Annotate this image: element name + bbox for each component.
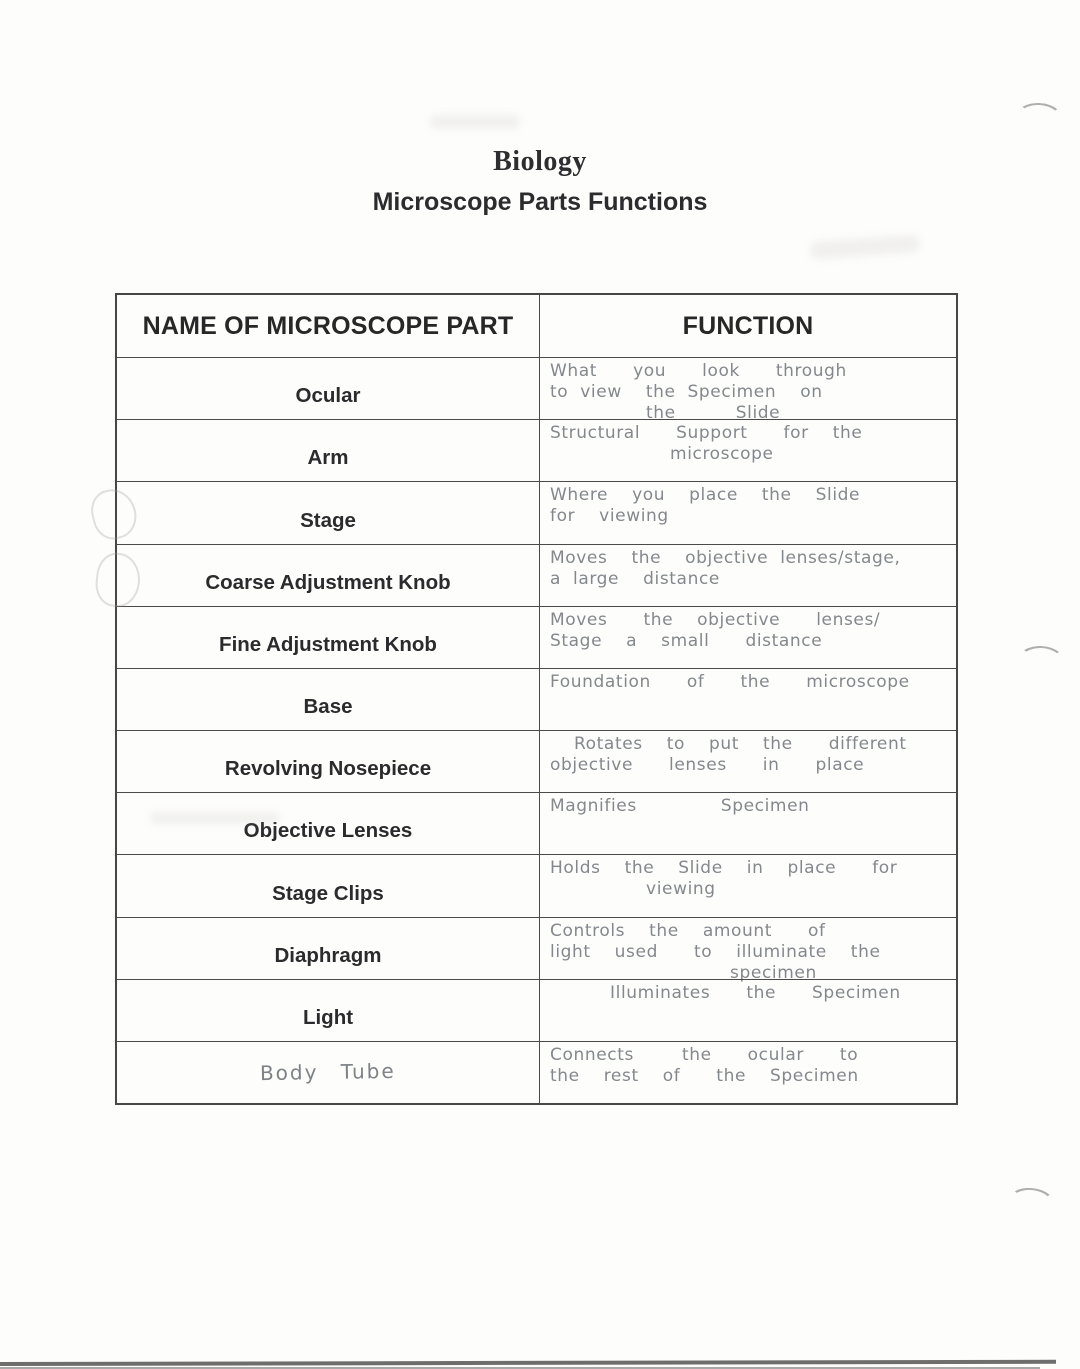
part-name-cell (117, 855, 540, 916)
handwritten-function-line: Foundation of the microscope (550, 671, 910, 692)
handwritten-function-line: Holds the Slide in place for (550, 858, 898, 879)
handwritten-function-line: Magnifies Specimen (550, 796, 810, 817)
part-name: Coarse Adjustment Knob (205, 570, 451, 594)
handwritten-function-line: Moves the objective lenses/ (550, 609, 881, 630)
function-cell (540, 793, 956, 854)
page-curl-mark-bottom (1004, 1185, 1057, 1225)
table-row (117, 606, 956, 668)
part-name-cell (117, 1042, 540, 1103)
scan-bleed-smudge (430, 115, 520, 129)
part-name-cell (117, 980, 540, 1041)
header-function: FUNCTION (682, 311, 814, 340)
part-name: Light (302, 1005, 354, 1029)
part-name: Base (303, 695, 353, 719)
handwritten-function-line: microscope (550, 444, 774, 465)
table-row (117, 481, 956, 543)
scanner-edge-line (0, 1360, 1056, 1366)
handwritten-function-line: Connects the ocular to (550, 1044, 859, 1065)
function-cell (540, 358, 956, 423)
table-row (117, 730, 956, 792)
handwritten-function-line: Illuminates the Specimen (550, 982, 901, 1003)
handwritten-function-line: for viewing (550, 506, 669, 527)
part-name-cell (117, 607, 540, 668)
handwritten-function-line: specimen (550, 962, 817, 983)
part-name: Body Tube (259, 1058, 396, 1086)
title-block (0, 146, 1080, 217)
part-name: Arm (307, 446, 349, 470)
scan-bleed-smudge (810, 234, 921, 260)
handwritten-function-line: light used to illuminate the (550, 941, 881, 962)
part-name-cell (117, 918, 540, 979)
table-body (117, 357, 956, 1103)
function-cell (540, 669, 956, 730)
handwritten-function-line: the rest of the Specimen (550, 1065, 859, 1086)
handwritten-function-line: Where you place the Slide (550, 485, 861, 506)
microscope-parts-table (115, 293, 958, 1105)
table-row (117, 1041, 956, 1103)
function-cell (540, 918, 956, 983)
table-row (117, 357, 956, 423)
part-name: Fine Adjustment Knob (219, 632, 437, 656)
handwritten-function-line: What you look through (550, 361, 847, 381)
table-row (117, 979, 956, 1041)
function-cell (540, 731, 956, 792)
scan-bleed-smudge (150, 812, 280, 824)
handwritten-function-line: Rotates to put the different (550, 734, 907, 755)
handwritten-function-line: to view the Specimen on (550, 382, 823, 402)
table-row (117, 544, 956, 606)
function-cell (540, 545, 956, 606)
part-name: Stage (300, 508, 356, 532)
function-cell (540, 607, 956, 668)
part-name: Objective Lenses (243, 819, 413, 843)
table-header-row (117, 295, 956, 357)
table-row (117, 419, 956, 481)
part-name-cell (117, 482, 540, 543)
function-cell (540, 980, 956, 1041)
table-row (117, 668, 956, 730)
part-name: Stage Clips (272, 881, 384, 905)
part-name: Diaphragm (274, 943, 382, 967)
function-cell (540, 855, 956, 916)
function-cell (540, 1042, 956, 1103)
page-subtitle: Microscope Parts Functions (372, 188, 708, 216)
part-name-cell (117, 358, 540, 419)
handwritten-function-line: viewing (550, 879, 716, 900)
handwritten-function-line: objective lenses in place (550, 755, 865, 776)
part-name: Revolving Nosepiece (224, 757, 432, 781)
page-curl-mark-top (1013, 101, 1065, 139)
handwritten-function-line: Stage a small distance (550, 630, 823, 651)
function-cell (540, 420, 956, 481)
handwritten-function-line: Moves the objective lenses/stage, (550, 547, 901, 568)
handwritten-function-line: Controls the amount of (550, 920, 826, 941)
part-name-cell (117, 420, 540, 481)
part-name-cell (117, 545, 540, 606)
handwritten-function-line: Structural Support for the (550, 423, 863, 444)
handwritten-function-line: the Slide (550, 403, 781, 423)
page-title: Biology (493, 146, 587, 177)
table-row (117, 917, 956, 983)
handwritten-function-line: a large distance (550, 568, 720, 589)
page-curl-mark-middle (1015, 645, 1067, 683)
part-name: Ocular (295, 384, 361, 408)
part-name-cell (117, 731, 540, 792)
header-part-name: NAME OF MICROSCOPE PART (117, 295, 540, 357)
part-name-cell (117, 669, 540, 730)
function-cell (540, 482, 956, 543)
table-row (117, 854, 956, 916)
